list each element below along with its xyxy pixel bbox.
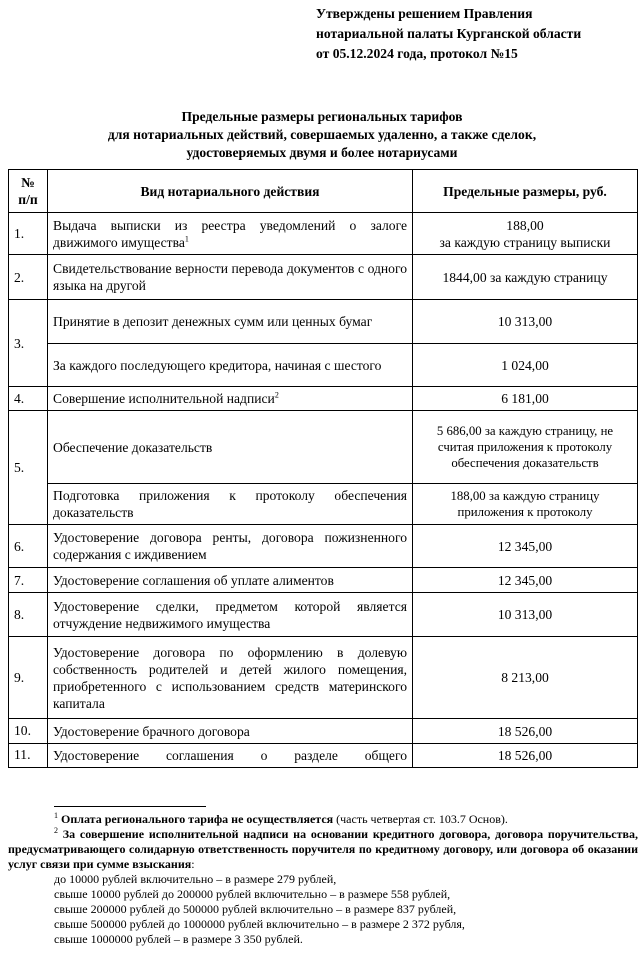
header-number: № п/п [9,170,48,213]
table-row [9,387,638,411]
row-price: 10 313,00 [413,593,638,637]
row-action: Удостоверение сделки, предметом которой является отчуждение недвижимого имущества [48,593,413,637]
row-price: 1844,00 за каждую страницу [413,255,638,300]
row-action: Удостоверение соглашения об уплате алиментов [48,568,413,593]
table-row [9,744,638,768]
list-item: свыше 200000 рублей до 500000 рублей включительно – в размере 837 рублей, [54,902,457,916]
row-action: Обеспечение доказательств [48,411,413,484]
row-action: Совершение исполнительной надписи$^2$ [48,387,413,411]
footnote-ref[interactable]: 1 [184,233,189,243]
table-row [9,344,638,387]
list-item: свыше 10000 рублей до 200000 рублей включительно – в размере 558 рублей, [54,887,451,901]
row-price: 12 345,00 [413,568,638,593]
row-action: Принятие в депозит денежных сумм или ценных бумаг [48,300,413,344]
table-row [9,300,638,344]
row-action: Выдача выписки из реестра уведомлений о залоге движимого имущества$^1$ [48,213,413,255]
approval-line: от 05.12.2024 года, протокол №15 [316,46,518,61]
row-price: 8 213,00 [413,637,638,719]
table-row [9,593,638,637]
row-number: 9. [9,637,48,719]
approval-line: Утверждены решением Правления [316,6,533,21]
list-item: свыше 1000000 рублей – в размере 3 350 рублей. [54,932,303,946]
row-number: 7. [9,568,48,593]
table-row [9,568,638,593]
row-price: 188,00 за каждую страницу приложения к протоколу [413,484,638,525]
row-number: 6. [9,525,48,568]
title-line: удостоверяемых двумя и более нотариусами [186,145,458,160]
title-line: для нотариальных действий, совершаемых удаленно, а также сделок, [107,127,537,142]
table-row [9,719,638,744]
footnote-2-list [8,872,638,947]
table-row [9,484,638,525]
list-item: до 10000 рублей включительно – в размере 279 рублей, [54,872,337,886]
row-action: Свидетельствование верности перевода документов с одного языка на другой [48,255,413,300]
list-item: свыше 500000 рублей до 1000000 рублей включительно – в размере 2 372 рубля, [54,917,465,931]
row-action: Удостоверение договора ренты, договора пожизненного содержания с иждивением [48,525,413,568]
row-price: 1 024,00 [413,344,638,387]
table-row [9,213,638,255]
table-row [9,255,638,300]
footnote-ref[interactable]: 2 [274,390,279,400]
row-action: За каждого последующего кредитора, начиная с шестого [48,344,413,387]
row-price: 18 526,00 [413,744,638,768]
row-number: 2. [9,255,48,300]
header-price: Предельные размеры, руб. [413,170,638,213]
row-number: 4. [9,387,48,411]
footnote-separator [54,806,206,807]
approval-note [316,4,638,64]
row-price: 188,00 за каждую страницу выписки [413,213,638,255]
footnotes [8,812,638,947]
tariff-table [8,169,638,768]
row-number: 3. [9,300,48,387]
row-number: 1. [9,213,48,255]
row-price: 12 345,00 [413,525,638,568]
header-action: Вид нотариального действия [48,170,413,213]
table-row [9,637,638,719]
row-number: 8. [9,593,48,637]
row-price: 5 686,00 за каждую страницу, не считая приложения к протоколу обеспечения доказательств [413,411,638,484]
title-line: Предельные размеры региональных тарифов [181,109,463,124]
footnote-1: $^1$ Оплата регионального тарифа не осуществляется (часть четвертая ст. 103.7 Основ). [54,811,508,826]
row-action: Удостоверение брачного договора [48,719,413,744]
row-number: 11. [9,744,48,768]
row-number: 10. [9,719,48,744]
approval-line: нотариальной палаты Курганской области [316,26,582,41]
footnote-2: $^2$ За совершение исполнительной надписи на основании кредитного договора, договора поручительства, предусматривающего солидарную ответственность поручителя по кредитному договору, или договора об оказании услуг связи при сумме взыскания: [8,826,638,871]
row-action: Удостоверение договора по оформлению в долевую собственность родителей и детей жилого помещения, приобретенного с использованием средств материнского капитала [48,637,413,719]
row-number: 5. [9,411,48,525]
row-price: 10 313,00 [413,300,638,344]
row-action: Подготовка приложения к протоколу обеспечения доказательств [48,484,413,525]
row-price: 6 181,00 [413,387,638,411]
row-price: 18 526,00 [413,719,638,744]
table-row [9,525,638,568]
table-header-row [9,170,638,213]
table-row [9,411,638,484]
document-title [0,108,644,162]
row-action: Удостоверение соглашения о разделе общего [48,744,413,768]
